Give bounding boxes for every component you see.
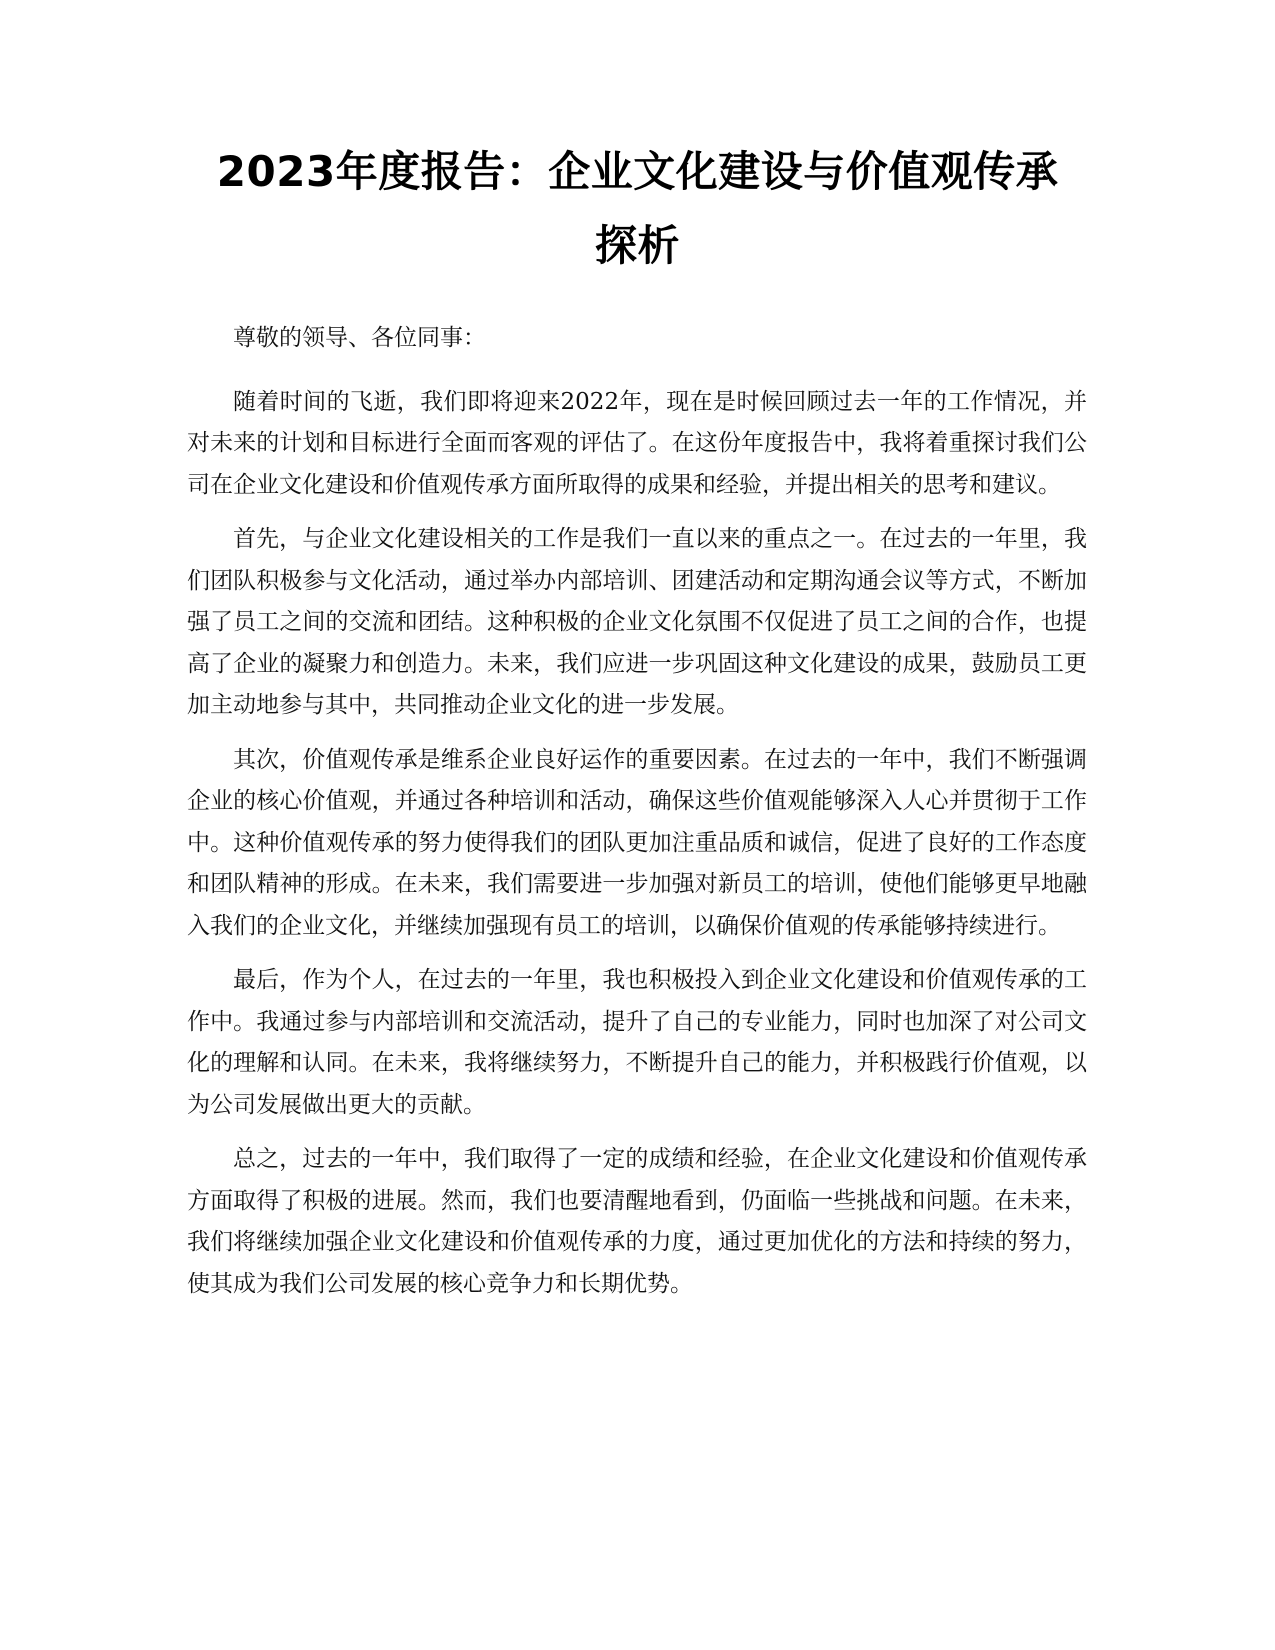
paragraph-intro: 随着时间的飞逝，我们即将迎来2022年，现在是时候回顾过去一年的工作情况，并对未来的计划和目标进行全面而客观的评估了。在这份年度报告中，我将着重探讨我们公司在企业文化建设和价值观传承方面所取得的成果和经验，并提出相关的思考和建议。 — [187, 388, 1087, 498]
document-title — [150, 135, 1125, 283]
document-title-line-1: 2023年度报告：企业文化建设与价值观传承 — [216, 147, 1059, 196]
paragraph-values-inheritance: 其次，价值观传承是维系企业良好运作的重要因素。在过去的一年中，我们不断强调企业的核心价值观，并通过各种培训和活动，确保这些价值观能够深入人心并贯彻于工作中。这种价值观传承的努力使得我们的团队更加注重品质和诚信，促进了良好的工作态度和团队精神的形成。在未来，我们需要进一步加强对新员工的培训，使他们能够更早地融入我们的企业文化，并继续加强现有员工的培训，以确保价值观的传承能够持续进行。 — [187, 746, 1087, 939]
paragraph-personal: 最后，作为个人，在过去的一年里，我也积极投入到企业文化建设和价值观传承的工作中。我通过参与内部培训和交流活动，提升了自己的专业能力，同时也加深了对公司文化的理解和认同。在未来，我将继续努力，不断提升自己的能力，并积极践行价值观，以为公司发展做出更大的贡献。 — [187, 967, 1087, 1118]
paragraph-conclusion: 总之，过去的一年中，我们取得了一定的成绩和经验，在企业文化建设和价值观传承方面取得了积极的进展。然而，我们也要清醒地看到，仍面临一些挑战和问题。在未来，我们将继续加强企业文化建设和价值观传承的力度，通过更加优化的方法和持续的努力，使其成为我们公司发展的核心竞争力和长期优势。 — [187, 1146, 1087, 1297]
paragraph-culture-building: 首先，与企业文化建设相关的工作是我们一直以来的重点之一。在过去的一年里，我们团队积极参与文化活动，通过举办内部培训、团建活动和定期沟通会议等方式，不断加强了员工之间的交流和团结。这种积极的企业文化氛围不仅促进了员工之间的合作，也提高了企业的凝聚力和创造力。未来，我们应进一步巩固这种文化建设的成果，鼓励员工更加主动地参与其中，共同推动企业文化的进一步发展。 — [187, 526, 1087, 718]
document-body — [187, 318, 1087, 1318]
salutation: 尊敬的领导、各位同事： — [233, 325, 486, 351]
document-title-line-2: 探析 — [594, 221, 680, 270]
